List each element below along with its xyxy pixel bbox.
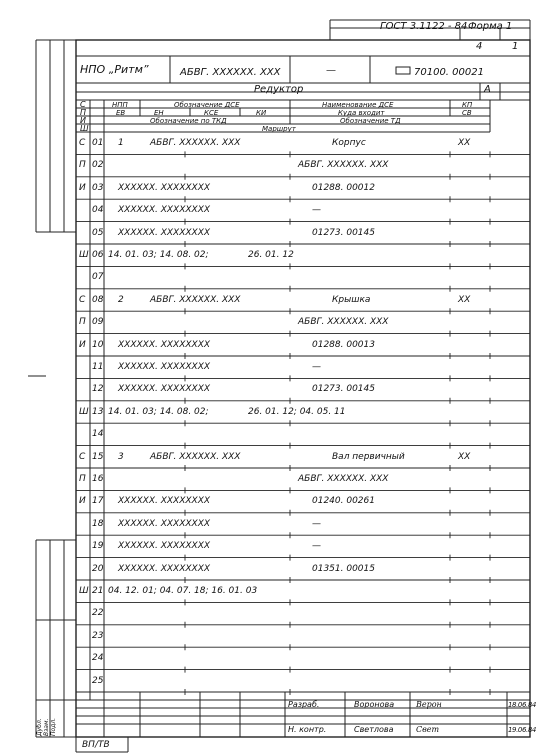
legend-p-code: П <box>80 108 87 117</box>
side-label-dubl: Дубл. <box>36 718 43 736</box>
legend-c-1: НПП <box>112 101 128 109</box>
legend-p-4: КИ <box>256 109 267 117</box>
row-field-a: 1 <box>118 138 124 148</box>
row-number: 11 <box>92 362 104 372</box>
row-number: 20 <box>92 563 104 574</box>
stamp-signature-normcontrol: Свет <box>416 725 440 734</box>
row-number: 25 <box>92 675 104 686</box>
gost-label: ГОСТ 3.1122 - 84 <box>380 21 468 32</box>
stamp-signature-developer: Верон <box>416 700 442 709</box>
stamp-name-normcontrol: Светлова <box>354 725 394 734</box>
row-field-c: — <box>312 541 321 552</box>
sheet-number: 4 <box>476 41 483 52</box>
row-field-a: XXXXXX. XXXXXXXX <box>118 205 211 216</box>
legend-sh-1: Маршрут <box>262 125 296 133</box>
stamp-date-normcontrol: 19.06.84 <box>508 726 536 734</box>
row-number: 22 <box>92 608 104 619</box>
row-quantity: XX <box>458 294 471 305</box>
legend-i-code: И <box>80 116 86 125</box>
legend-p-2: ЕН <box>154 109 164 117</box>
row-field-b: АБВГ. XXXXXX. XXX <box>150 294 241 305</box>
legend-c-3: Наименование ДСЕ <box>322 101 394 109</box>
row-number: 24 <box>92 653 104 664</box>
row-field-c: Вал первичный <box>332 451 405 462</box>
row-field-a: XXXXXX. XXXXXXXX <box>118 384 211 395</box>
row-code: И <box>79 339 86 350</box>
header-dash: — <box>326 65 336 76</box>
legend-i-1: Обозначение по ТКД <box>150 117 227 125</box>
product-name: Редуктор <box>254 84 304 95</box>
row-field-a: XXXXXX. XXXXXXXX <box>118 541 211 552</box>
legend-sh-code: Ш <box>80 124 89 133</box>
document-code: АБВГ. XXXXXX. XXX <box>180 67 281 78</box>
row-field-c: 01240. 00261 <box>312 496 375 507</box>
row-number: 13 <box>92 406 104 417</box>
row-number: 05 <box>92 227 104 238</box>
row-field-c: Крышка <box>332 294 371 305</box>
row-number: 21 <box>92 586 104 596</box>
side-label-podl: Подл. <box>50 717 57 736</box>
row-field-c: — <box>312 518 321 529</box>
row-field-c: АБВГ. XXXXXX. XXX <box>298 474 389 484</box>
row-field-c: Корпус <box>332 138 366 148</box>
row-field-a: 2 <box>118 294 124 305</box>
row-number: 02 <box>92 160 104 171</box>
row-field-c: АБВГ. XXXXXX. XXX <box>298 160 389 171</box>
letter-code: А <box>484 84 491 95</box>
row-field-b: АБВГ. XXXXXX. XXX <box>150 138 241 148</box>
row-field-a: XXXXXX. XXXXXXXX <box>118 362 211 372</box>
row-number: 15 <box>92 451 104 462</box>
legend-p-5: Куда входит <box>338 109 385 117</box>
form-label: Форма 1 <box>468 21 513 32</box>
row-field-a: XXXXXX. XXXXXXXX <box>118 563 211 574</box>
row-number: 19 <box>92 541 104 552</box>
row-code: С <box>79 138 86 148</box>
legend-i-2: Обозначение ТД <box>340 117 401 125</box>
legend-p-1: ЕВ <box>116 109 126 117</box>
row-number: 08 <box>92 294 104 305</box>
row-number: 14 <box>92 429 104 440</box>
row-code: Ш <box>79 586 89 596</box>
row-code: П <box>79 317 86 328</box>
row-number: 04 <box>92 205 104 216</box>
row-field-c: 01351. 00015 <box>312 563 375 574</box>
row-code: И <box>79 182 86 193</box>
row-number: 09 <box>92 317 104 328</box>
footer-code: ВП/ТВ <box>82 740 110 750</box>
row-number: 06 <box>92 250 104 260</box>
row-field-a: 3 <box>118 451 124 462</box>
row-number: 17 <box>92 496 104 507</box>
row-field-c: — <box>312 205 321 216</box>
row-quantity: XX <box>458 451 471 462</box>
stamp-date-developer: 18.06.84 <box>508 701 536 709</box>
organization: НПО „Ритм” <box>80 63 149 76</box>
row-field-c: АБВГ. XXXXXX. XXX <box>298 317 389 328</box>
row-number: 18 <box>92 518 104 529</box>
row-field-b: АБВГ. XXXXXX. XXX <box>150 451 241 462</box>
row-number: 01 <box>92 138 104 148</box>
stamp-role-developer: Разраб. <box>288 700 320 709</box>
row-field-c: 01273. 00145 <box>312 227 375 238</box>
row-quantity: XX <box>458 138 471 148</box>
sheets-total: 1 <box>512 41 519 52</box>
row-field-c: 01288. 00013 <box>312 339 375 350</box>
row-route-b: 26. 01. 12; 04. 05. 11 <box>248 406 346 417</box>
row-field-a: XXXXXX. XXXXXXXX <box>118 227 211 238</box>
row-number: 16 <box>92 474 104 484</box>
row-field-c: — <box>312 362 321 372</box>
stamp-role-normcontrol: Н. контр. <box>288 725 327 734</box>
row-route-b: 26. 01. 12 <box>248 250 294 260</box>
row-number: 23 <box>92 630 104 641</box>
row-code: П <box>79 160 86 171</box>
row-field-a: XXXXXX. XXXXXXXX <box>118 518 211 529</box>
legend-p-6: СВ <box>462 109 472 117</box>
row-code: С <box>79 451 86 462</box>
side-label-vzam: Взам. <box>43 718 50 736</box>
row-number: 10 <box>92 339 104 350</box>
row-route-a: 04. 12. 01; 04. 07. 18; 16. 01. 03 <box>108 586 258 596</box>
stamp-name-developer: Воронова <box>354 700 395 709</box>
row-code: П <box>79 474 86 484</box>
legend-p-3: КСЕ <box>204 109 219 117</box>
row-number: 07 <box>92 272 104 283</box>
row-field-a: XXXXXX. XXXXXXXX <box>118 496 211 507</box>
legend-c-code: С <box>80 100 86 109</box>
row-field-a: XXXXXX. XXXXXXXX <box>118 182 211 193</box>
row-route-a: 14. 01. 03; 14. 08. 02; <box>108 406 209 417</box>
row-code: Ш <box>79 250 89 260</box>
row-number: 12 <box>92 384 104 395</box>
row-code: И <box>79 496 86 507</box>
classifier-code: 70100. 00021 <box>414 67 484 78</box>
row-field-c: 01273. 00145 <box>312 384 375 395</box>
legend-c-2: Обозначение ДСЕ <box>174 101 240 109</box>
row-number: 03 <box>92 182 104 193</box>
row-code: С <box>79 294 86 305</box>
row-field-c: 01288. 00012 <box>312 182 375 193</box>
row-code: Ш <box>79 406 89 417</box>
legend-c-4: КП <box>462 101 473 109</box>
row-field-a: XXXXXX. XXXXXXXX <box>118 339 211 350</box>
row-route-a: 14. 01. 03; 14. 08. 02; <box>108 250 209 260</box>
